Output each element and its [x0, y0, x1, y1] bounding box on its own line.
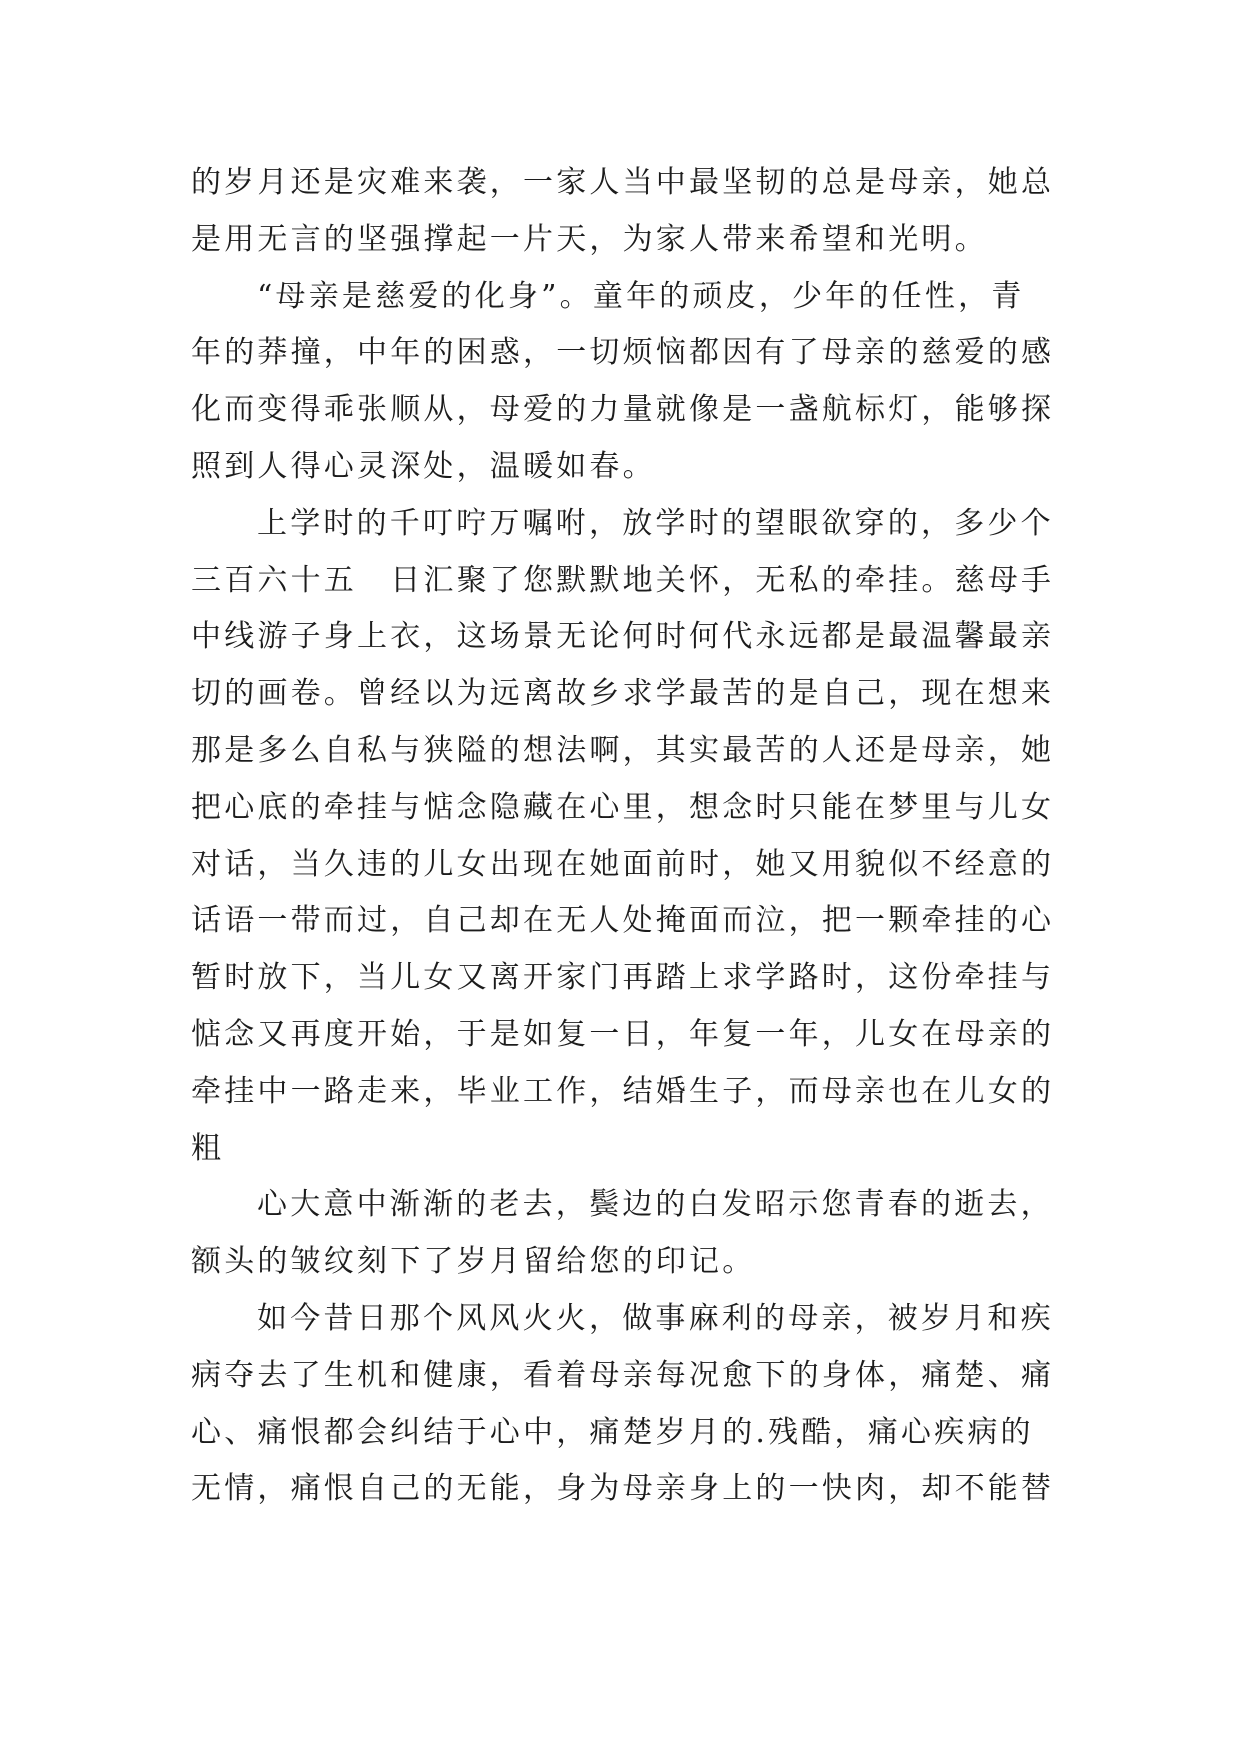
text-line: 病夺去了生机和健康，看着母亲每况愈下的身体，痛楚、痛 — [191, 1357, 1055, 1393]
text-line: 对话，当久违的儿女出现在她面前时，她又用貌似不经意的 — [191, 846, 1055, 882]
text-line: 那是多么自私与狭隘的想法啊，其实最苦的人还是母亲，她 — [191, 732, 1055, 768]
text-line: 暂时放下，当儿女又离开家门再踏上求学路时，这份牵挂与 — [191, 960, 1055, 996]
text-line: 牵挂中一路走来，毕业工作，结婚生子，而母亲也在儿女的 — [191, 1073, 1055, 1109]
text-line: 中线游子身上衣，这场景无论何时何代永远都是最温馨最亲 — [191, 619, 1055, 655]
text-line: 额头的皱纹刻下了岁月留给您的印记。 — [191, 1244, 756, 1280]
text-line: 心、痛恨都会纠结于心中，痛楚岁月的.残酷，痛心疾病的 — [191, 1414, 1034, 1450]
text-line: 三百六十五 日汇聚了您默默地关怀，无私的牵挂。慈母手 — [191, 562, 1055, 598]
text-line: 上学时的千叮咛万嘱咐，放学时的望眼欲穿的，多少个 — [257, 505, 1054, 541]
text-line: 粗 — [191, 1130, 225, 1166]
text-line: 照到人得心灵深处，温暖如春。 — [191, 448, 656, 484]
text-line: 无情，痛恨自己的无能，身为母亲身上的一快肉，却不能替 — [191, 1471, 1055, 1507]
body-text — [191, 155, 1055, 1518]
text-line: 惦念又再度开始，于是如复一日，年复一年，儿女在母亲的 — [191, 1016, 1055, 1052]
text-line: 是用无言的坚强撑起一片天，为家人带来希望和光明。 — [191, 221, 988, 257]
text-line: 化而变得乖张顺从，母爱的力量就像是一盏航标灯，能够探 — [191, 392, 1055, 428]
text-line: 话语一带而过，自己却在无人处掩面而泣，把一颗牵挂的心 — [191, 903, 1055, 939]
text-line: “母亲是慈爱的化身”。童年的顽皮，少年的任性，青 — [257, 278, 1025, 314]
text-line: 如今昔日那个风风火火，做事麻利的母亲，被岁月和疾 — [257, 1300, 1054, 1336]
text-line: 心大意中渐渐的老去，鬓边的白发昭示您青春的逝去， — [257, 1187, 1054, 1223]
text-line: 切的画卷。曾经以为远离故乡求学最苦的是自己，现在想来 — [191, 676, 1055, 712]
text-line: 把心底的牵挂与惦念隐藏在心里，想念时只能在梦里与儿女 — [191, 789, 1055, 825]
text-line: 年的莽撞，中年的困惑，一切烦恼都因有了母亲的慈爱的感 — [191, 335, 1055, 371]
text-line: 的岁月还是灾难来袭，一家人当中最坚韧的总是母亲，她总 — [191, 165, 1055, 200]
